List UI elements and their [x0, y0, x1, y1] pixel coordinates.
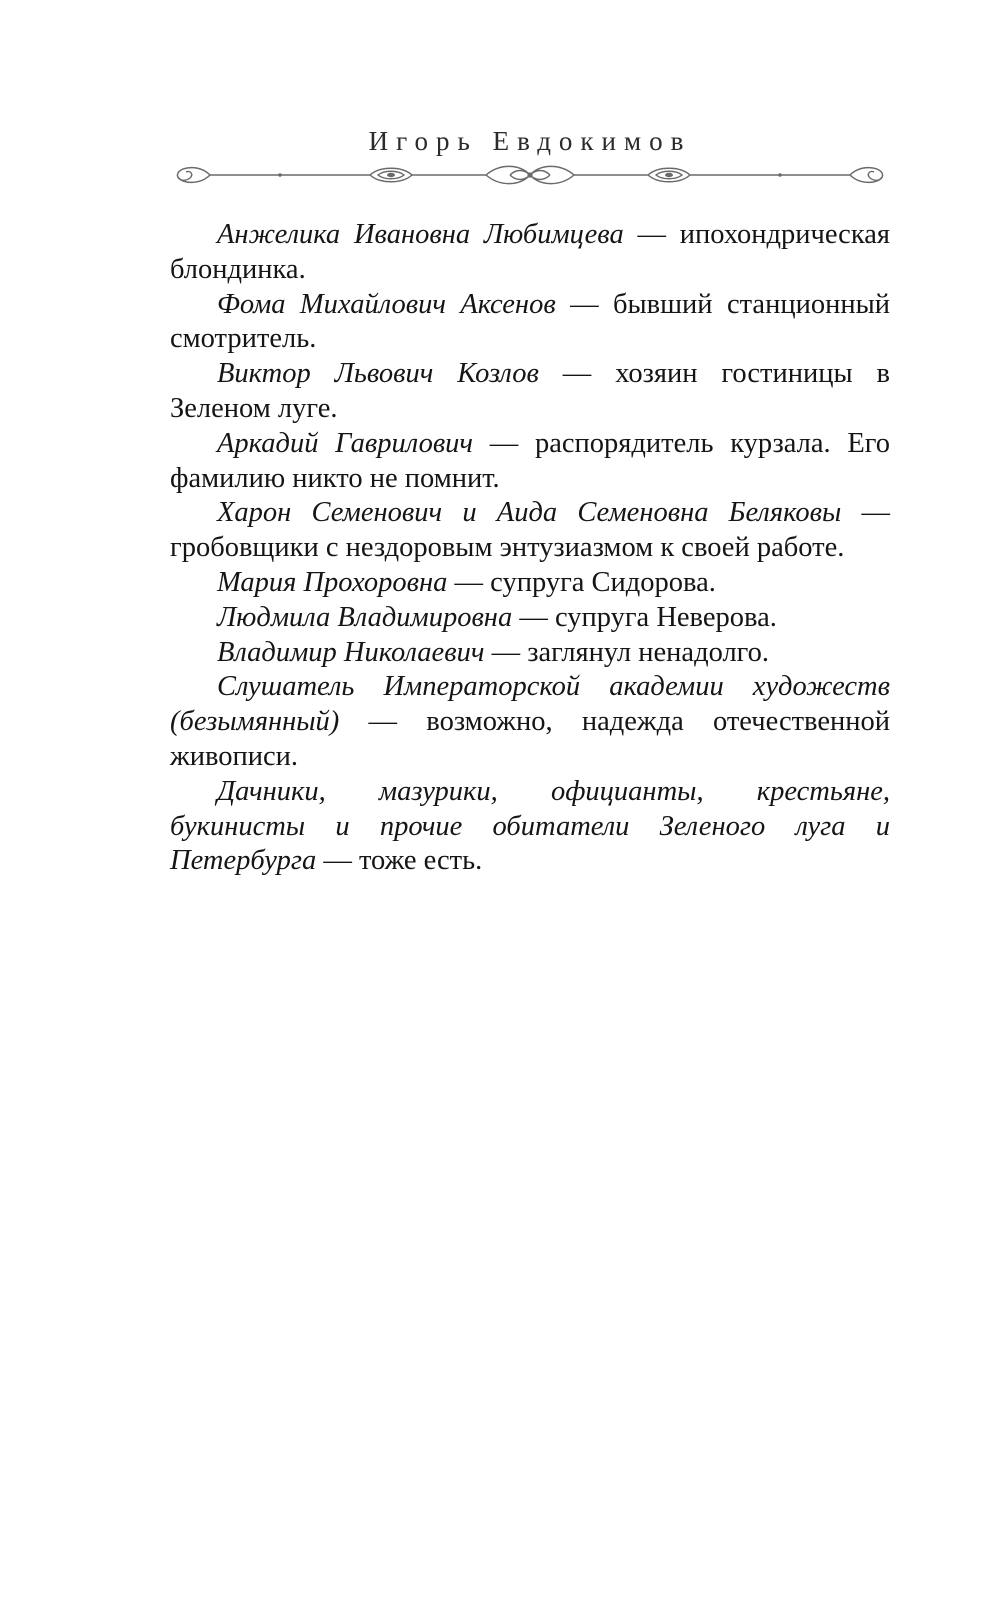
character-description: — супруга Сидорова. — [447, 566, 716, 598]
cast-entry — [170, 357, 890, 427]
cast-entry — [170, 601, 890, 636]
character-description: — тоже есть. — [316, 845, 483, 877]
character-description: — супруга Неверова. — [512, 601, 777, 633]
character-description: — ипохондрическая блондинка. — [170, 219, 891, 285]
character-name: Фома Михайлович Аксенов — [217, 288, 556, 320]
character-description: — бывший станционный смотритель. — [170, 288, 890, 355]
character-name: Виктор Львович Козлов — [217, 358, 539, 390]
character-name: Анжелика Ивановна Любимцева — [217, 219, 624, 250]
character-name: Слушатель Императорской академии художеств (безымянный) — [170, 671, 890, 738]
character-description: — хозяин гостиницы в Зеленом луге. — [170, 358, 890, 424]
character-name: Аркадий Гаврилович — [217, 427, 474, 459]
character-description: — заглянул ненадолго. — [484, 636, 770, 668]
character-description: — гробовщики с нездоровым энтузиазмом к своей работе. — [170, 497, 890, 564]
cast-entry — [170, 218, 890, 288]
flourish-rule-icon — [170, 160, 890, 190]
cast-list — [170, 218, 890, 879]
running-head-author: Игорь Евдокимов — [368, 126, 692, 156]
cast-entry — [170, 427, 890, 497]
cast-entry — [170, 566, 890, 601]
cast-entry — [170, 670, 890, 774]
character-name: Харон Семенович и Аида Семеновна Беляковы — [217, 497, 842, 529]
character-name: Мария Прохоровна — [217, 566, 448, 598]
cast-entry — [170, 636, 890, 671]
cast-entry — [170, 288, 890, 358]
character-name: Владимир Николаевич — [217, 636, 485, 668]
character-description: — возможно, надежда отечественной живописи. — [170, 706, 890, 772]
character-name: Дачники, мазурики, официанты, крестьяне, букинисты и прочие обитатели Зеленого луга и Петербурга — [170, 775, 890, 877]
cast-entry — [170, 775, 890, 879]
character-description: — распорядитель курзала. Его фамилию никто не помнит. — [170, 427, 890, 494]
character-name: Людмила Владимировна — [217, 601, 513, 633]
cast-entry — [170, 496, 890, 566]
